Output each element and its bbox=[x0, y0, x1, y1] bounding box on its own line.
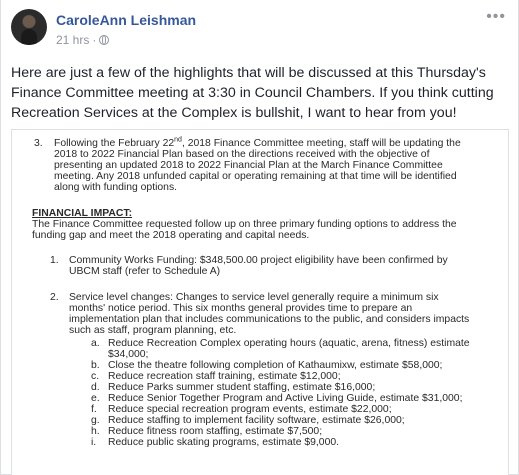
sub-item-letter: a. bbox=[91, 338, 100, 349]
doc-line: Service level changes: Changes to service level generally require a minimum six bbox=[69, 292, 439, 303]
post-text bbox=[11, 63, 511, 123]
attached-document-image[interactable] bbox=[11, 129, 509, 475]
sub-item-text: Reduce Senior Together Program and Active Living Guide, estimate $31,000; bbox=[108, 393, 463, 404]
sub-item-text: Reduce recreation staff training, estimate $12,000; bbox=[108, 371, 341, 382]
globe-icon[interactable] bbox=[99, 35, 109, 45]
sub-item-letter: b. bbox=[91, 360, 100, 371]
doc-line: Following the February 22nd, 2018 Finance Committee meeting, staff will be updating the bbox=[54, 136, 461, 149]
post-timestamp[interactable]: 21 hrs bbox=[56, 33, 90, 47]
sub-item-text: $34,000; bbox=[108, 349, 149, 360]
sub-item-letter: g. bbox=[91, 415, 100, 426]
doc-line: meeting. Any 2018 unfunded capital or operating remaining at that time will be identified bbox=[54, 171, 457, 182]
doc-line: UBCM staff (refer to Schedule A) bbox=[69, 266, 221, 277]
sub-item-letter: d. bbox=[91, 382, 100, 393]
doc-line: presenting an updated 2018 to 2022 Financial Plan at the March Finance Committee bbox=[54, 160, 443, 171]
sub-item-letter: f. bbox=[91, 404, 97, 415]
sub-item-letter: e. bbox=[91, 393, 100, 404]
sub-item-text: Reduce staffing to implement facility software, estimate $26,000; bbox=[108, 415, 405, 426]
financial-impact-heading: FINANCIAL IMPACT: bbox=[32, 208, 133, 219]
item-number: 2. bbox=[50, 292, 59, 303]
sub-item-text: Reduce Recreation Complex operating hours (aquatic, arena, fitness) estimate bbox=[108, 338, 470, 349]
sub-item-text: Close the theatre following completion of Kathaumixw, estimate $58,000; bbox=[108, 360, 443, 371]
sub-item-text: Reduce Parks summer student staffing, estimate $16,000; bbox=[108, 382, 376, 393]
sub-item-text: Reduce fitness room staffing, estimate $7,500; bbox=[108, 426, 323, 437]
doc-line: The Finance Committee requested follow up on three primary funding options to address the bbox=[32, 219, 457, 230]
ellipsis-icon[interactable]: ••• bbox=[486, 8, 506, 25]
doc-line: 2018 to 2022 Financial Plan based on the directions received with the objective of bbox=[54, 149, 430, 160]
item-number: 1. bbox=[50, 255, 59, 266]
post-text-line: Recreation Services at the Complex is bullshit, I want to hear from you! bbox=[11, 105, 457, 121]
author-name[interactable]: CaroleAnn Leishman bbox=[56, 12, 197, 28]
doc-line: funding gap and meet the 2018 operating and capital needs. bbox=[32, 230, 310, 241]
doc-line: such as staff, program planning, etc. bbox=[69, 325, 237, 336]
doc-line: along with funding options. bbox=[54, 182, 178, 193]
sub-item-letter: i. bbox=[91, 437, 97, 448]
doc-line: Community Works Funding: $348,500.00 project eligibility have been confirmed by bbox=[69, 255, 448, 266]
item-number: 3. bbox=[34, 138, 43, 149]
avatar[interactable] bbox=[11, 9, 47, 45]
post-text-line: Finance Committee meeting at 3:30 in Council Chambers. If you think cutting bbox=[11, 85, 494, 101]
doc-line: implementation plan that includes communications to the public, and considers impacts bbox=[69, 314, 470, 325]
post-text-line: Here are just a few of the highlights that will be discussed at this Thursday's bbox=[11, 65, 486, 81]
sub-item-letter: h. bbox=[91, 426, 100, 437]
post-meta: 21 hrs · bbox=[56, 33, 109, 47]
sub-item-text: Reduce public skating programs, estimate $9,000. bbox=[108, 437, 340, 448]
sub-item-text: Reduce special recreation program events, estimate $22,000; bbox=[108, 404, 392, 415]
sub-item-letter: c. bbox=[91, 371, 100, 382]
doc-line: months' notice period. This six months general provides time to prepare an bbox=[69, 303, 413, 314]
